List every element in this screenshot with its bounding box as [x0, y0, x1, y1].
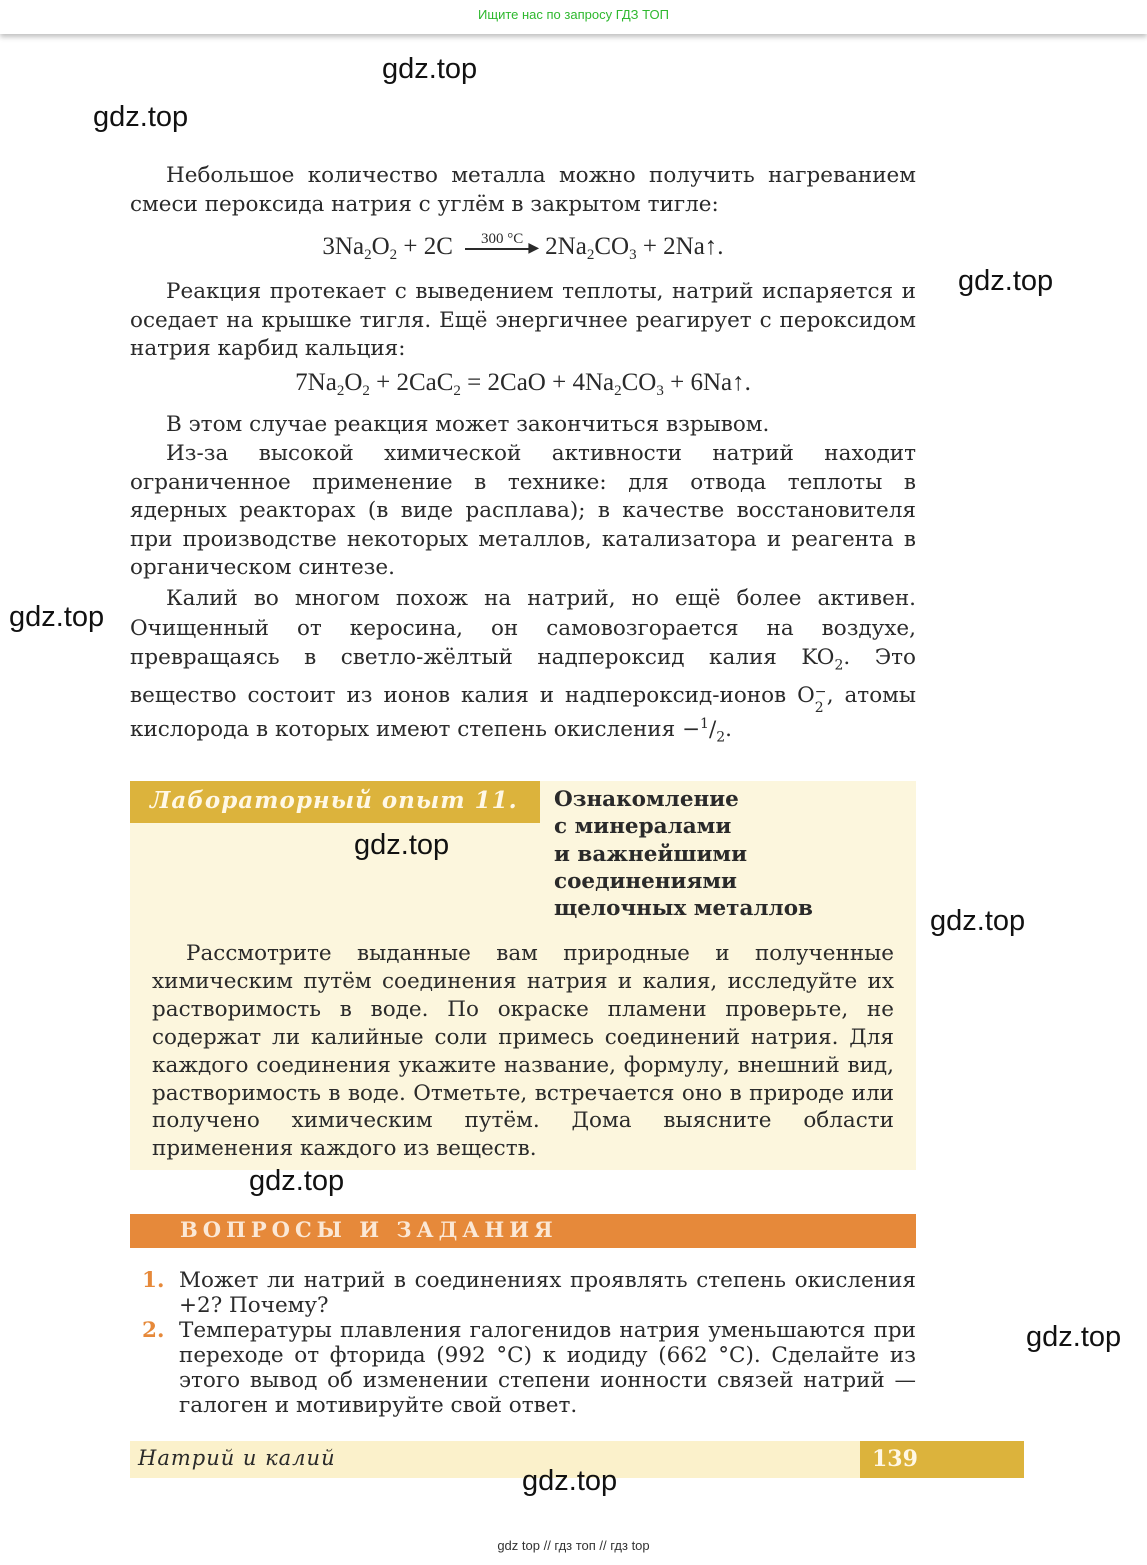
paragraph-2: [130, 278, 916, 364]
paragraph-1: [130, 162, 916, 219]
paragraph-2-text: Реакция протекает с выведением теплоты, натрий испаряется и оседает на крышке тигля. Ещё энергичнее реагирует с пероксидом натрия карбид кальция:: [130, 279, 916, 361]
bottom-links[interactable]: gdz top // гдз топ // гдз top: [497, 1538, 650, 1553]
paragraph-4: [130, 440, 916, 583]
watermark: gdz.top: [382, 53, 478, 85]
watermark: gdz.top: [249, 1165, 345, 1197]
equation-1: $3Na_2O_2 + 2C$ 300 °C ▶ $2Na_2CO_3$ + 2Na↑.: [130, 232, 916, 270]
page-number-badge: [860, 1441, 1024, 1478]
top-banner: [0, 0, 1147, 34]
watermark: gdz.top: [9, 601, 105, 633]
lab-experiment-title: Ознакомление с минералами и важнейшими соединениями щелочных металлов: [554, 787, 813, 922]
section-title: Натрий и калий: [138, 1446, 336, 1470]
watermark: gdz.top: [958, 265, 1054, 297]
lab-experiment-text: Рассмотрите выданные вам природные и полученные химическим путём соединения натрия и калия, исследуйте их растворимость в воде. По окраске пламени проверьте, не содержат ли калийные соли примесь соединений натрия. Для каждого соединения укажите название, формулу, внешний вид, растворимость в воде. Отметьте, встречается оно в природе или получено химическим путём. Дома выясните области применения каждого из веществ.: [152, 941, 894, 1162]
page-footer-section: [130, 1441, 860, 1478]
arrow-head-icon: ▶: [528, 241, 540, 257]
watermark: gdz.top: [1026, 1321, 1122, 1353]
questions-heading-bar: [130, 1214, 916, 1248]
watermark: gdz.top: [93, 101, 189, 133]
watermark: gdz.top: [930, 905, 1026, 937]
paragraph-3-text: В этом случае реакция может закончиться взрывом.: [166, 412, 770, 437]
equation-2: $7Na_2O_2 + 2CaC_2 = 2CaO + 4Na_2CO_3$ + 6Na↑.: [295, 369, 751, 399]
paragraph-4-text: Из-за высокой химической активности натрий находит ограниченное применение в технике: для отвода теплоты в ядерных реакторах (в виде расплава); в качестве восстановителя при производстве некоторых металлов, катализатора и реагента в органическом синтезе.: [130, 441, 916, 580]
reaction-condition: 300 °C: [481, 231, 524, 248]
watermark: gdz.top: [354, 829, 450, 861]
lab-experiment-label: Лабораторный опыт 11.: [150, 787, 518, 814]
paragraph-5: Калий во многом похож на натрий, но ещё более активен. Очищенный от керосина, он самовозгорается на воздухе, превращаясь в светло-жёлтый надпероксид калия $KO_2$. Это вещество состоит из ионов калия и надпероксид-ионов O − 2 , атомы кислорода в которых имеют степень окисления $-^1/_2$.: [130, 586, 916, 746]
paragraph-1-text: Небольшое количество металла можно получить нагреванием смеси пероксида натрия с углём в закрытом тигле:: [130, 163, 916, 217]
watermark: gdz.top: [522, 1465, 618, 1497]
ion-charge: − 2: [814, 683, 827, 716]
lab-experiment-tag: [130, 781, 540, 823]
questions-heading: ВОПРОСЫ И ЗАДАНИЯ: [180, 1217, 558, 1242]
page-number: 139: [872, 1446, 918, 1472]
paragraph-3: [130, 411, 916, 440]
top-banner-text[interactable]: Ищите нас по запросу ГДЗ ТОП: [478, 7, 669, 22]
